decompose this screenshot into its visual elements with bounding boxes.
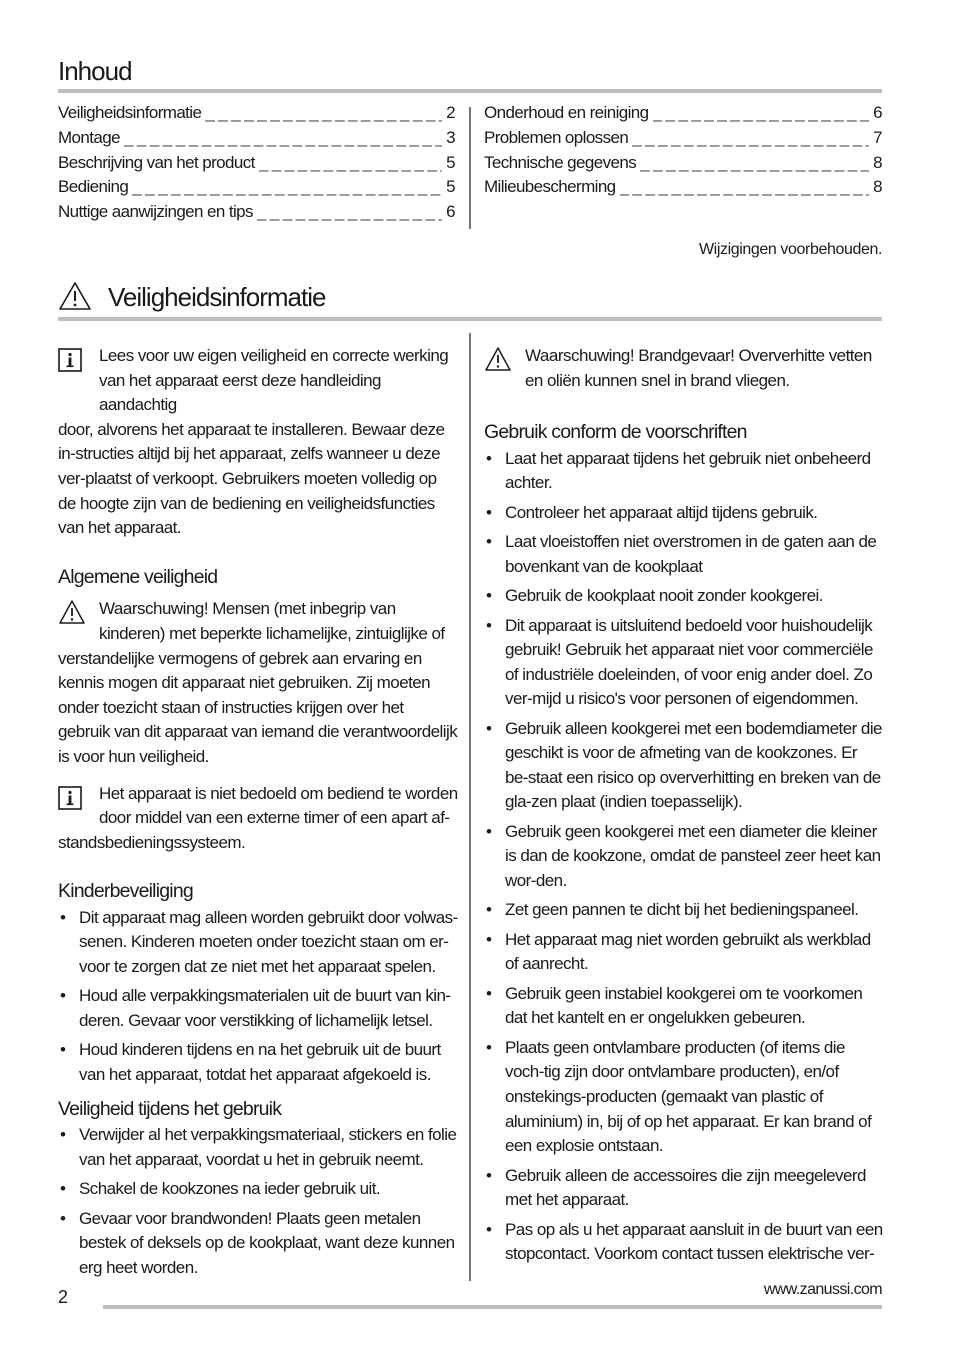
child-safety-list bbox=[58, 906, 458, 1088]
fire-warning-note bbox=[484, 344, 884, 393]
list-item: • Gevaar voor brandwonden! Plaats geen metalen bestek of deksels op de kookplaat, want deze kunnen erg heet worden. bbox=[58, 1207, 458, 1281]
changes-note: Wijzigingen voorbehouden. bbox=[698, 241, 882, 258]
list-item: • Gebruik alleen de accessoires die zijn meegeleverd met het apparaat. bbox=[484, 1164, 884, 1213]
fire-warning-body: Oververhitte vetten en oliën kunnen snel in brand vliegen. bbox=[525, 346, 872, 390]
section-title: Veiligheidsinformatie bbox=[108, 282, 326, 312]
list-item: • Dit apparaat mag alleen worden gebruikt door volwas-senen. Kinderen moeten onder toezicht staan om er-voor te zorgen dat ze niet met het apparaat spelen. bbox=[58, 906, 458, 980]
warning-label: Waarschuwing! bbox=[99, 599, 209, 619]
toc-entry[interactable] bbox=[58, 153, 455, 178]
info-icon bbox=[58, 348, 82, 380]
list-item: • Gebruik de kookplaat nooit zonder kookgerei. bbox=[484, 584, 884, 609]
toc-entry-page: 7 bbox=[873, 127, 882, 147]
warning-triangle-icon bbox=[58, 281, 92, 316]
toc-right-column bbox=[484, 103, 882, 202]
list-item: • Verwijder al het verpakkingsmateriaal, stickers en folie van het apparaat, voordat u het in gebruik neemt. bbox=[58, 1123, 458, 1172]
list-item: • Laat vloeistoffen niet overstromen in de gaten aan de bovenkant van de kookplaat bbox=[484, 530, 884, 579]
footer-url: www.zanussi.com bbox=[763, 1281, 882, 1298]
proper-use-heading: Gebruik conform de voorschriften bbox=[484, 421, 747, 444]
toc-entry-label: Veiligheidsinformatie bbox=[58, 103, 202, 122]
toc-entry-page: 5 bbox=[446, 152, 455, 172]
proper-use-list bbox=[484, 447, 884, 1267]
list-item: • Controleer het apparaat altijd tijdens gebruik. bbox=[484, 501, 884, 526]
usage-safety-list bbox=[58, 1123, 458, 1280]
toc-leader bbox=[259, 153, 442, 173]
general-warning-note bbox=[58, 597, 458, 769]
list-item: • Zet geen pannen te dicht bij het bedieningspaneel. bbox=[484, 898, 884, 923]
toc-entry-label: Onderhoud en reiniging bbox=[484, 103, 649, 122]
toc-entry-label: Bediening bbox=[58, 177, 129, 197]
toc-entry-label: Montage bbox=[58, 127, 120, 147]
list-item: • Gebruik alleen kookgerei met een bodemdiameter die geschikt is voor de afmeting van de kookzones. Er be-staat een risico op oververhitting en breken van de gla-zen plaat (indien toepasselijk). bbox=[484, 717, 884, 815]
contents-title: Inhoud bbox=[58, 56, 132, 86]
toc-entry-label: Nuttige aanwijzingen en tips bbox=[58, 202, 253, 222]
toc-entry[interactable] bbox=[484, 177, 882, 202]
list-item: • Dit apparaat is uitsluitend bedoeld voor huishoudelijk gebruik! Gebruik het apparaat niet voor commerciële of industriële doeleinden, of voor enig ander doel. Zo ver-mijd u risico's voor personen of eigendommen. bbox=[484, 614, 884, 712]
intro-first-lines: Lees voor uw eigen veiligheid en correcte werking van het apparaat eerst deze handleiding aandachtig bbox=[99, 346, 449, 415]
toc-leader bbox=[620, 177, 870, 197]
warning-triangle-icon bbox=[484, 346, 512, 380]
toc-entry-label: Milieubescherming bbox=[484, 177, 616, 197]
toc-entry-page: 6 bbox=[873, 103, 882, 122]
list-item: • Houd kinderen tijdens en na het gebruik uit de buurt van het apparaat, totdat het apparaat afgekoeld is. bbox=[58, 1038, 458, 1087]
toc-leader bbox=[640, 153, 869, 173]
left-column bbox=[58, 344, 458, 1285]
general-warning-rest: verstandelijke vermogens of gebrek aan ervaring en kennis mogen dit apparaat niet gebruiken. Zij moeten onder toezicht staan of instructies krijgen over het gebruik van dit apparaat van iemand die verantwoordelijk is voor hun veiligheid. bbox=[58, 648, 458, 766]
list-item: • Gebruik geen instabiel kookgerei om te voorkomen dat het kantelt en er ongelukken gebeuren. bbox=[484, 982, 884, 1031]
list-item: • Plaats geen ontvlambare producten (of items die voch-tig zijn door ontvlambare producten), en/of onstekings-producten (gemaakt van plastic of aluminium) in, bij of op het apparaat. Er kan brand of een explosie ontstaan. bbox=[484, 1036, 884, 1159]
toc-entry[interactable] bbox=[58, 103, 455, 128]
toc-entry-page: 8 bbox=[873, 177, 882, 197]
general-safety-heading: Algemene veiligheid bbox=[58, 565, 218, 588]
list-item: • Gebruik geen kookgerei met een diameter die kleiner is dan de kookzone, omdat de pansteel zeer heet kan wor-den. bbox=[484, 820, 884, 894]
general-warning-first bbox=[99, 597, 458, 646]
intro-note bbox=[58, 344, 458, 541]
toc-leader bbox=[653, 103, 870, 123]
toc-entry[interactable] bbox=[58, 202, 455, 227]
toc-left-column bbox=[58, 103, 455, 227]
toc-leader bbox=[632, 128, 869, 148]
toc-entry[interactable] bbox=[58, 128, 455, 153]
column-divider bbox=[469, 333, 471, 1281]
toc-leader bbox=[132, 177, 442, 197]
list-item: • Schakel de kookzones na ieder gebruik uit. bbox=[58, 1177, 458, 1202]
toc-entry-page: 2 bbox=[446, 103, 455, 122]
timer-info-rest: standsbedieningssysteem. bbox=[58, 832, 246, 852]
intro-rest: door, alvorens het apparaat te installeren. Bewaar deze in-structies altijd bij het apparaat, zelfs wanneer u deze ver-plaatst of verkoopt. Gebruikers moeten volledig op de hoogte zijn van de bediening en veiligheidsfuncties van het apparaat. bbox=[58, 419, 445, 538]
page-number: 2 bbox=[58, 1287, 69, 1307]
timer-info-note bbox=[58, 782, 458, 856]
toc-entry-label: Problemen oplossen bbox=[484, 127, 629, 147]
list-item: • Pas op als u het apparaat aansluit in de buurt van een stopcontact. Voorkom contact tussen elektrische ver- bbox=[484, 1218, 884, 1267]
warning-triangle-icon bbox=[58, 599, 86, 633]
toc-entry-page: 6 bbox=[446, 202, 455, 222]
toc-column-divider bbox=[469, 107, 471, 229]
list-item: • Laat het apparaat tijdens het gebruik niet onbeheerd achter. bbox=[484, 447, 884, 496]
list-item: • Het apparaat mag niet worden gebruikt als werkblad of aanrecht. bbox=[484, 928, 884, 977]
section-rule bbox=[58, 317, 882, 321]
fire-warning-text bbox=[525, 344, 884, 393]
toc-entry-page: 3 bbox=[446, 127, 455, 147]
fire-warning-label: Waarschuwing! Brandgevaar! bbox=[525, 346, 735, 365]
toc-entry-page: 5 bbox=[446, 177, 455, 197]
toc-leader bbox=[124, 128, 442, 148]
toc-entry[interactable] bbox=[58, 177, 455, 202]
footer-rule bbox=[103, 1305, 882, 1309]
right-column bbox=[484, 344, 884, 1272]
list-item: • Houd alle verpakkingsmaterialen uit de buurt van kin-deren. Gevaar voor verstikking of lichamelijk letsel. bbox=[58, 984, 458, 1033]
toc-leader bbox=[257, 202, 442, 222]
child-safety-heading: Kinderbeveiliging bbox=[58, 880, 193, 903]
toc-entry-label: Technische gegevens bbox=[484, 152, 637, 172]
toc-entry[interactable] bbox=[484, 128, 882, 153]
timer-info-first: Het apparaat is niet bedoeld om bediend te worden door middel van een externe timer of een apart af- bbox=[99, 783, 458, 828]
toc-entry-page: 8 bbox=[873, 152, 882, 172]
toc-entry[interactable] bbox=[484, 153, 882, 178]
info-icon bbox=[58, 786, 82, 818]
toc-entry-label: Beschrijving van het product bbox=[58, 152, 255, 172]
toc-entry[interactable] bbox=[484, 103, 882, 128]
contents-rule bbox=[58, 89, 882, 93]
usage-safety-heading: Veiligheid tijdens het gebruik bbox=[58, 1097, 282, 1120]
toc-leader bbox=[205, 103, 442, 123]
warning-text-first: Mensen (met inbegrip van kinderen) met beperkte lichamelijke, zintuiglijke of bbox=[99, 599, 445, 643]
